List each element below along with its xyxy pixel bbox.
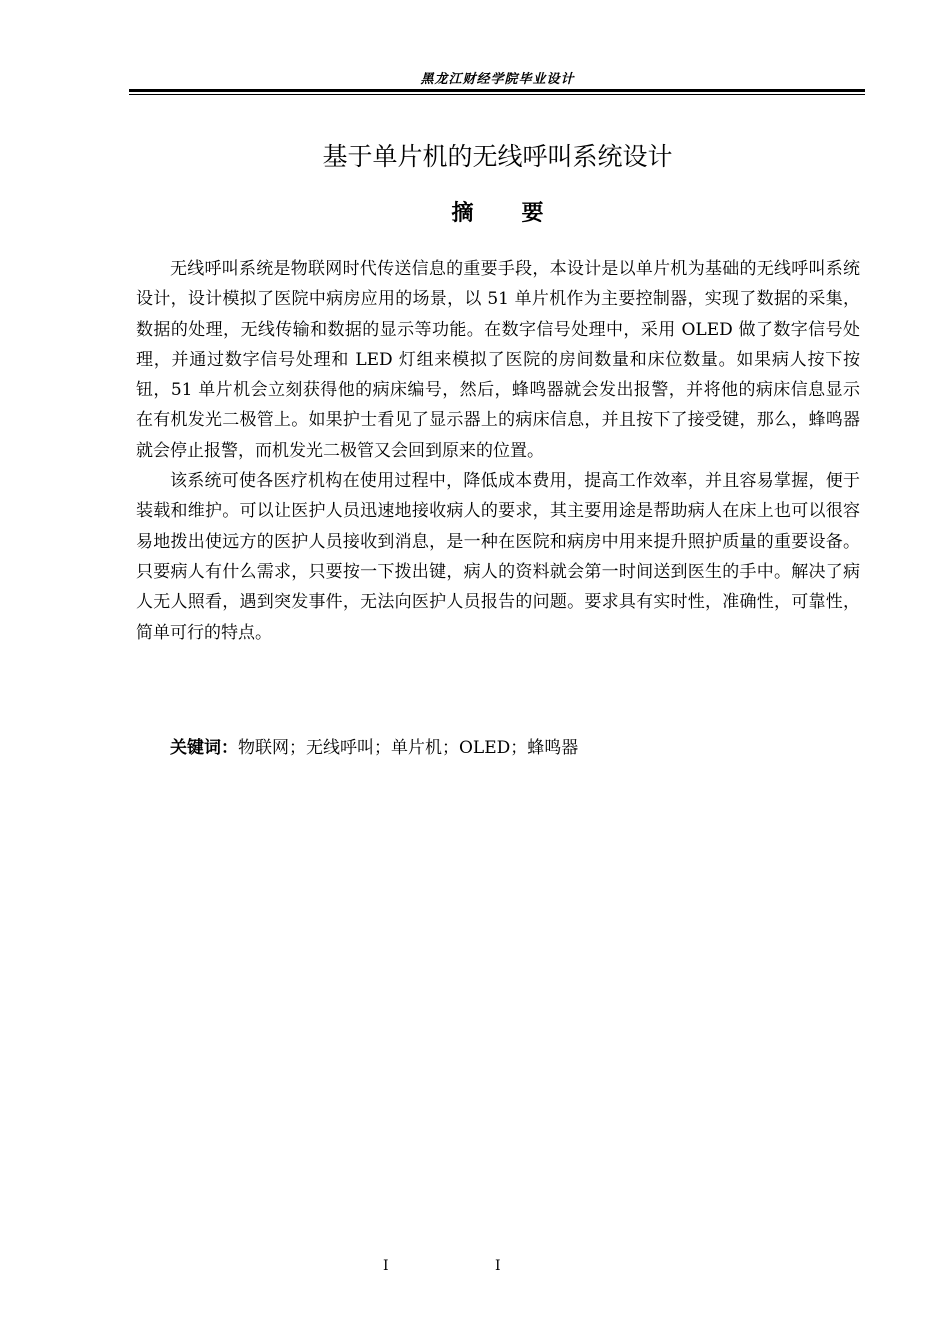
abstract-heading: 摘要 xyxy=(451,201,592,226)
running-header: 黑龙江财经学院毕业设计 xyxy=(420,72,575,87)
page-number-right: I xyxy=(495,1258,501,1274)
abstract-paragraph-2: 该系统可使各医疗机构在使用过程中，降低成本费用，提高工作效率，并且容易掌握，便于装载和维护。可以让医护人员迅速地接收病人的要求，其主要用途是帮助病人在床上也可以很容易地拨出使远方的医护人员接收到消息，是一种在医院和病房中用来提升照护质量的重要设备。只要病人有什么需求，只要按一下拨出键，病人的资料就会第一时间送到医生的手中。解决了病人无人照看，遇到突发事件，无法向医护人员报告的问题。要求具有实时性，准确性，可靠性，简单可行的特点。 xyxy=(136,471,860,643)
abstract-paragraph-1: 无线呼叫系统是物联网时代传送信息的重要手段，本设计是以单片机为基础的无线呼叫系统设计，设计模拟了医院中病房应用的场景，以 51 单片机作为主要控制器，实现了数据的采集，数据的处理，无线传输和数据的显示等功能。在数字信号处理中，采用 OLED 做了数字信号处理，并通过数字信号处理和 LED 灯组来模拟了医院的房间数量和床位数量。如果病人按下按钮，51 单片机会立刻获得他的病床编号，然后，蜂鸣器就会发出报警，并将他的病床信息显示在有机发光二极管上。如果护士看见了显示器上的病床信息，并且按下了接受键，那么，蜂鸣器就会停止报警，而机发光二极管又会回到原来的位置。 xyxy=(136,259,860,461)
keywords-list: 物联网；无线呼叫；单片机；OLED；蜂鸣器 xyxy=(238,738,579,758)
abstract-body xyxy=(136,254,860,648)
page-number-left: I xyxy=(383,1258,389,1274)
keywords-line xyxy=(170,733,578,763)
header-rule-thin xyxy=(129,94,865,95)
keywords-label: 关键词： xyxy=(170,738,238,758)
thesis-title: 基于单片机的无线呼叫系统设计 xyxy=(322,142,673,171)
header-rule-thick xyxy=(129,89,865,92)
